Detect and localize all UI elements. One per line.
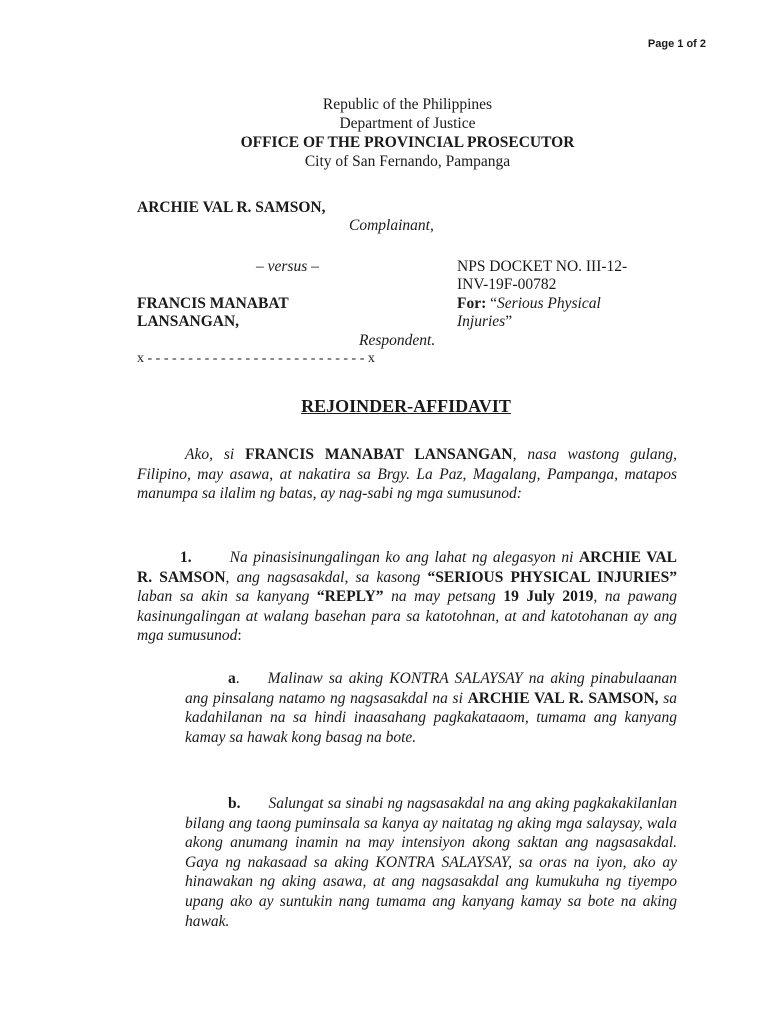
affiant-name: FRANCIS MANABAT LANSANGAN — [245, 446, 513, 463]
paragraph-1-date: 19 July 2019 — [503, 588, 594, 606]
sub-paragraph-a — [185, 669, 677, 747]
sub-paragraph-a-dot: . — [235, 670, 240, 687]
intro-text-1: Ako, si — [185, 446, 246, 463]
paragraph-1-text-3: laban sa akin sa kanyang — [137, 588, 317, 606]
for-label: For: — [457, 295, 487, 312]
case-nature-line1 — [457, 294, 601, 313]
versus-label: – versus – — [256, 258, 319, 275]
document-title: REJOINDER-AFFIDAVIT — [301, 396, 511, 416]
sub-paragraph-a-text-1: Malinaw sa aking KONTRA SALAYSAY na aking pinabulaanan ang pinsalang natamo ng nagsasakdal na si — [185, 670, 677, 707]
letterhead — [0, 95, 768, 171]
respondent-role: Respondent. — [359, 332, 436, 349]
case-nature-value-1: Serious Physical — [497, 295, 601, 312]
page-number: Page 1 of 2 — [647, 38, 706, 50]
sub-paragraph-b-letter: b. — [228, 795, 241, 812]
letterhead-line-republic: Republic of the Philippines — [322, 96, 493, 113]
respondent-name-line2: LANSANGAN, — [137, 313, 240, 330]
for-close-quote: ” — [505, 313, 513, 330]
sub-paragraph-a-text-2: sa kadahilanan na sa hindi inaasahang pagkakataaom, tumama ang kanyang kamay sa hawak kong basag na bote. — [185, 689, 677, 746]
letterhead-line-city: City of San Fernando, Pampanga — [304, 153, 511, 170]
complainant-name: ARCHIE VAL R. SAMSON, — [137, 199, 326, 216]
paragraph-1-text-2: , ang nagsasakdal, sa kasong — [225, 568, 428, 586]
docket-number-line2: INV-19F-00782 — [457, 276, 557, 293]
intro-paragraph — [137, 445, 677, 504]
paragraph-1-case: “SERIOUS PHYSICAL INJURIES” — [427, 568, 677, 586]
paragraph-1-reply: “REPLY” — [316, 588, 384, 606]
sub-paragraph-a-letter: a — [228, 670, 236, 687]
sub-paragraph-b-text: Salungat sa sinabi ng nagsasakdal na ang aking pagkakakilanlan bilang ang taong puminsala sa kanya ay naitatag ng aking mga salaysay, wala akong anumang inamin na may intensiyon akong saktan ang nagsasakdal. Gaya ng nakasaad sa aking KONTRA SALAYSAY, sa oras na iyon, ako ay hinawakan ng aking asawa, at ang nagsasakdal ang kumukuha ng tiyempo upang ako ay suntukin nang tumama ang kanyang kamay sa bote na aking hawak. — [185, 795, 677, 930]
sub-paragraph-b — [185, 794, 677, 931]
paragraph-1-complainant: ARCHIE VAL R. SAMSON — [137, 549, 677, 586]
paragraph-1-text-4: na may petsang — [383, 588, 504, 606]
paragraph-1-number: 1. — [180, 549, 192, 566]
letterhead-line-department: Department of Justice — [339, 115, 476, 132]
docket-number-line1: NPS DOCKET NO. III-12- — [457, 258, 628, 275]
respondent-name-line1: FRANCIS MANABAT — [137, 295, 289, 312]
case-nature-value-2: Injuries — [457, 313, 506, 330]
letterhead-line-office: OFFICE OF THE PROVINCIAL PROSECUTOR — [240, 134, 575, 151]
case-nature-line2 — [457, 312, 512, 331]
paragraph-1-text-1: Na pinasisinungalingan ko ang lahat ng alegasyon ni — [229, 549, 579, 566]
complainant-role: Complainant, — [349, 217, 434, 234]
sub-paragraph-a-complainant: ARCHIE VAL R. SAMSON, — [467, 689, 659, 707]
paragraph-1 — [137, 548, 677, 646]
paragraph-1-text-5: , na pawang kasinungalingan at walang basehan para sa katotohnan, at and katotohanan ay ang mga sumusunod — [137, 588, 677, 645]
intro-text-2: , nasa wastong gulang, Filipino, may asawa, at nakatira sa Brgy. La Paz, Magalang, Pampanga, matapos manumpa sa ilalim ng batas, ay nag-sabi ng mga sumusunod: — [137, 446, 678, 503]
paragraph-1-colon: : — [237, 627, 242, 645]
for-open-quote: “ — [486, 295, 498, 312]
caption-separator: x - - - - - - - - - - - - - - - - - - - - - - - - - - - x — [137, 351, 375, 366]
